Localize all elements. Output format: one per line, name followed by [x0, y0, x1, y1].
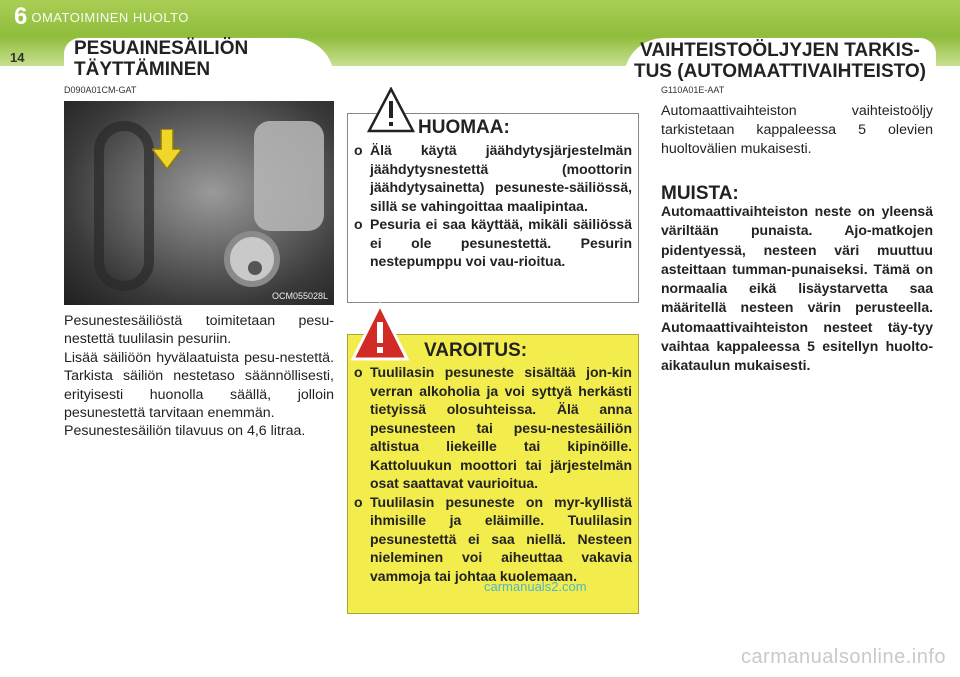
caution-list — [354, 141, 632, 271]
photo-hose — [94, 121, 154, 291]
site-watermark: carmanualsonline.info — [740, 646, 946, 668]
right-intro-text: Automaattivaihteiston vaihteistoöljy tarkistetaan kappaleessa 5 olevien huoltovälien mukaisesti. — [661, 103, 933, 157]
overlay-watermark: carmanuals2.com — [484, 579, 587, 594]
page-number: 14 — [10, 50, 25, 65]
warning-list — [354, 363, 632, 585]
notice-title: MUISTA: — [661, 183, 739, 204]
chapter-number: 6 — [14, 3, 28, 30]
left-paragraph: Pesunestesäiliöstä toimitetaan pesu-nestettä tuulilasin pesuriin. — [64, 313, 334, 348]
photo-filler-cap — [224, 231, 280, 287]
left-section-title: PESUAINESÄILIÖN TÄYTTÄMINEN — [74, 38, 249, 80]
caution-title: HUOMAA: — [418, 117, 510, 138]
photo-code: OCM055028L — [271, 291, 328, 301]
caution-item: o Älä käytä jäähdytysjärjestelmän jäähdytysnestettä (moottorin jäähdytysainetta) pesuneste-säiliössä, sillä se vahingoittaa maalipintaa. — [354, 141, 632, 215]
warning-title: VAROITUS: — [424, 340, 528, 361]
right-section-title: VAIHTEISTOÖLJYJEN TARKIS-TUS (AUTOMAATTIVAIHTEISTO) — [633, 40, 927, 82]
caution-item: o Pesuria ei saa käyttää, mikäli säiliössä ei ole pesunestettä. Pesurin nestepumppu voi vau-rioitua. — [354, 215, 632, 271]
left-paragraph: Pesunestesäiliön tilavuus on 4,6 litraa. — [64, 423, 306, 440]
chapter-label — [14, 4, 189, 30]
notice-body: Automaattivaihteiston neste on yleensä väriltään punaista. Ajo-matkojen pidentyessä, nesteen väri muuttuu asteittaan tumman-punaiseksi. Tämä on normaalia eikä lisäystarvetta saa määritellä nesteen värin perusteella. Automaattivaihteiston nesteet täy-tyy vaihtaa kappaleessa 5 esitellyn huolto-aikataulun mukaisesti. — [661, 203, 933, 374]
left-body-text — [64, 312, 334, 441]
photo-bolt — [248, 261, 262, 275]
warning-triangle-icon — [350, 302, 410, 362]
warning-item: o Tuulilasin pesuneste on myr-kyllistä ihmisille ja eläimille. Tuulilasin pesunestettä ei saa niellä. Nesteen nieleminen voi aiheuttaa vakavia vammoja tai johtaa kuolemaan. — [354, 493, 632, 586]
pointer-arrow-icon — [152, 129, 182, 169]
photo-reservoir — [254, 121, 324, 231]
engine-bay-photo — [64, 101, 334, 305]
right-section-code: G110A01E-AAT — [661, 85, 725, 95]
caution-triangle-icon — [367, 87, 415, 133]
left-section-code: D090A01CM-GAT — [64, 85, 137, 95]
left-paragraph: Lisää säiliöön hyvälaatuista pesu-nestettä. Tarkista säiliön nestetaso säännöllisesti, erityisesti huonolla säällä, jolloin pesunestettä tarvitaan enemmän. — [64, 349, 334, 422]
warning-item: o Tuulilasin pesuneste sisältää jon-kin verran alkoholia ja voi syttyä herkästi tietyissä olosuhteissa. Älä anna pesunesteen tai pesu-nestesäiliön altistua liekeille tai kipinöille. Kattoluukun moottori tai järjestelmän osat saattavat vaurioitua. — [354, 363, 632, 493]
chapter-title: OMATOIMINEN HUOLTO — [31, 9, 189, 25]
